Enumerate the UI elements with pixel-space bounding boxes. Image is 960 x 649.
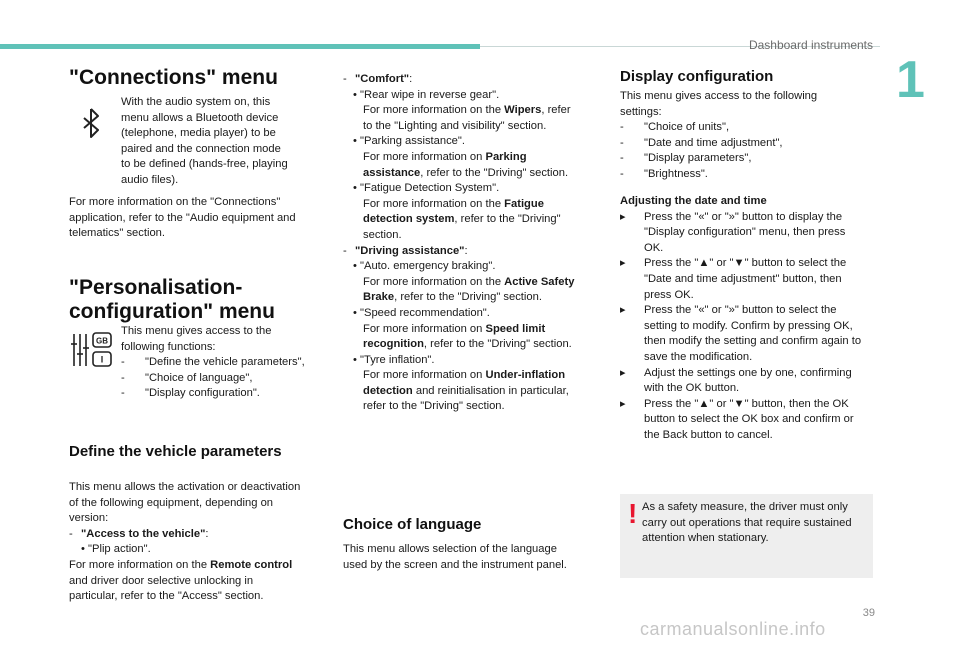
define-title: Define the vehicle parameters xyxy=(69,443,282,460)
warning-text: As a safety measure, the driver must only carry out operations that require sustained attention when stationary. xyxy=(642,501,852,545)
connections-more: For more information on the "Connections" application, refer to the "Audio equipment and telematics" section. xyxy=(69,196,296,240)
connections-intro: With the audio system on, this menu allows a Bluetooth device (telephone, media player) to be paired and the connection mode to be defined (hands-free, playing audio files). xyxy=(121,96,288,186)
page-number: 39 xyxy=(862,607,875,619)
personalisation-title: "Personalisation- configuration" menu xyxy=(69,276,275,323)
step-item: ▸ Adjust the settings one by one, confirming with the OK button. xyxy=(620,366,852,395)
chapter-number: 1 xyxy=(896,51,925,109)
step-item: ▸ Press the "▲" or "▼" button to select the "Date and time adjustment" button, then press OK. xyxy=(620,257,847,301)
bluetooth-icon xyxy=(80,107,102,139)
list-item: - "Brightness". xyxy=(620,167,708,180)
display-title: Display configuration xyxy=(620,68,774,85)
warning-icon: ! xyxy=(628,498,638,529)
section-title: Dashboard instruments xyxy=(748,38,873,52)
list-item: - "Date and time adjustment", xyxy=(620,136,783,149)
date-time-steps: Adjusting the date and time ▸ Press the "«" or "»" button to display the "Display configuration" menu, then press OK. ▸ Press the "▲" or "▼" button to select the "Date and time adjustment" button, then press OK. ▸ Press the "«" or "»" button to select the setting to modify. Confirm by pressing OK, then modify the setting and confirm again to save the modification. ▸ Adjust the settings one by one, confirming with the OK button. ▸ Press the "▲" or "▼" button, then the OK button to select the OK box and confirm or the Back button to cancel. xyxy=(620,194,882,444)
list-item: - "Define the vehicle parameters", xyxy=(121,356,305,369)
comfort-list: - "Comfort" : • "Rear wipe in reverse gear". For more information on the Wipers, refer to the "Lighting and visibility" section. • "Parking assistance". For more information on Parking assistance, refer to the "Driving" section. • "Fatigue Detection System". For more information on the Fatigue detection system, refer to the "Driving" section. - "Driving assistance" : • "Auto. emergency braking". For more information on the Active Safety Brake, refer to the "Driving" section. • "Speed recommendation". For more information on Speed limit recognition, refer to the "Driving" section. • "Tyre inflation". For more information on Under-inflation detection and reinitialisation in particular, refer to the "Driving" section. xyxy=(343,73,575,413)
display-settings: This menu gives access to the following settings: - "Choice of units", - "Date and time adjustment", - "Display parameters", - "Brightness". xyxy=(620,89,880,183)
step-item: ▸ Press the "▲" or "▼" button, then the OK button to select the OK box and confirm or the Back button to cancel. xyxy=(620,397,854,441)
header-accent-bar xyxy=(0,44,480,49)
svg-text:GB: GB xyxy=(96,336,108,346)
list-item: - "Choice of language", xyxy=(121,371,253,384)
connections-title: "Connections" menu xyxy=(69,66,278,89)
list-item: - "Choice of units", xyxy=(620,121,730,134)
step-item: ▸ Press the "«" or "»" button to display the "Display configuration" menu, then press OK. xyxy=(620,210,846,254)
svg-text:I: I xyxy=(100,354,104,365)
define-body: This menu allows the activation or deactivation of the following equipment, depending on version: - "Access to the vehicle" : • "Plip action". For more information on the Remote control and driver door selective unlocking in particular, refer to the "Access" section. xyxy=(69,481,301,603)
list-item: - "Display configuration". xyxy=(121,387,260,400)
step-item: ▸ Press the "«" or "»" button to select the setting to modify. Confirm by pressing OK, then modify the setting and confirm again to save the modification. xyxy=(620,304,862,363)
watermark: carmanualsonline.info xyxy=(640,619,826,639)
list-item: - "Display parameters", xyxy=(620,152,752,165)
personalisation-icon xyxy=(70,330,112,370)
language-text: This menu allows selection of the language used by the screen and the instrument panel. xyxy=(343,543,567,571)
personalisation-list: This menu gives access to the following functions: - "Define the vehicle parameters", - "Choice of language", - "Display configuration". xyxy=(121,324,336,402)
language-title: Choice of language xyxy=(343,516,482,533)
safety-warning-box xyxy=(620,494,873,578)
